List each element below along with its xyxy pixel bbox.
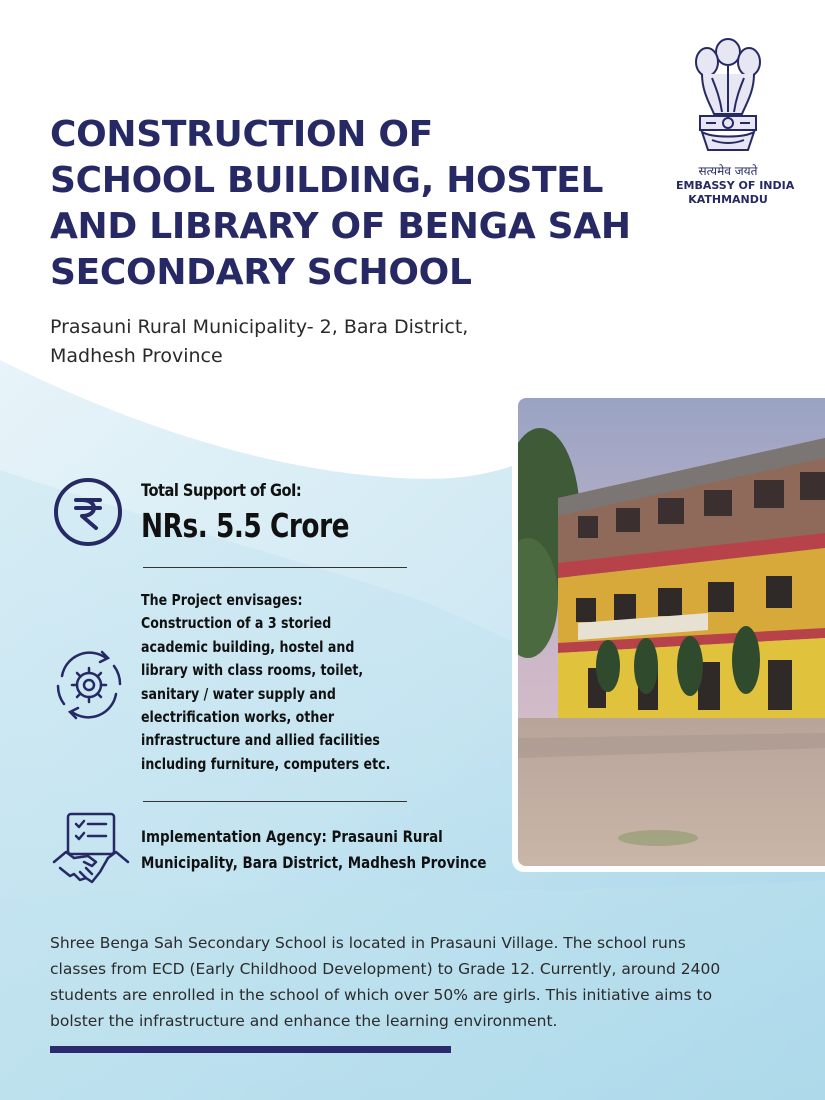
title-line: CONSTRUCTION OF (50, 114, 433, 155)
embassy-emblem (676, 32, 795, 207)
school-building-photo (518, 398, 825, 866)
location-subtitle (50, 313, 530, 371)
implementation-agency (141, 824, 494, 876)
gear-cycle-icon (50, 646, 128, 724)
project-description (141, 589, 418, 776)
divider (143, 801, 407, 802)
project-line: library with class rooms, toilet, (141, 661, 364, 680)
bottom-accent-bar (50, 1046, 451, 1053)
description-line: Shree Benga Sah Secondary School is located in Prasauni Village. The school runs (50, 934, 686, 952)
embassy-name: EMBASSY OF INDIA (676, 179, 795, 192)
agency-line: Implementation Agency: Prasauni Rural (141, 827, 443, 846)
ashoka-lion-capital-emblem (682, 32, 774, 160)
title-line: AND LIBRARY OF BENGA SAH (50, 206, 631, 247)
project-line: The Project envisages: (141, 591, 303, 609)
agency-line: Municipality, Bara District, Madhesh Province (141, 853, 487, 872)
embassy-city: KATHMANDU (688, 193, 768, 206)
rupee-coin-icon (52, 476, 124, 548)
title-line: SCHOOL BUILDING, HOSTEL (50, 160, 604, 201)
title-line: SECONDARY SCHOOL (50, 252, 472, 293)
project-line: electrification works, other (141, 708, 335, 727)
project-line: sanitary / water supply and (141, 684, 336, 703)
project-line: infrastructure and allied facilities (141, 731, 380, 750)
emblem-motto: सत्यमेव जयते (698, 164, 758, 178)
description-line: classes from ECD (Early Childhood Development) to Grade 12. Currently, around 2400 (50, 960, 721, 978)
support-value: NRs. 5.5 Crore (141, 506, 350, 545)
divider (143, 567, 407, 568)
handshake-checklist-icon (52, 812, 130, 888)
page-title (50, 112, 690, 296)
support-label: Total Support of GoI: (141, 481, 302, 501)
project-line: Construction of a 3 storied (141, 614, 332, 633)
school-description (50, 930, 790, 1034)
location-line: Madhesh Province (50, 345, 223, 367)
project-line: academic building, hostel and (141, 637, 355, 656)
project-line: including furniture, computers etc. (141, 754, 391, 773)
description-line: students are enrolled in the school of which over 50% are girls. This initiative aims to (50, 986, 713, 1004)
school-photo-frame (512, 392, 825, 872)
location-line: Prasauni Rural Municipality- 2, Bara District, (50, 316, 469, 338)
description-line: bolster the infrastructure and enhance the learning environment. (50, 1012, 558, 1030)
